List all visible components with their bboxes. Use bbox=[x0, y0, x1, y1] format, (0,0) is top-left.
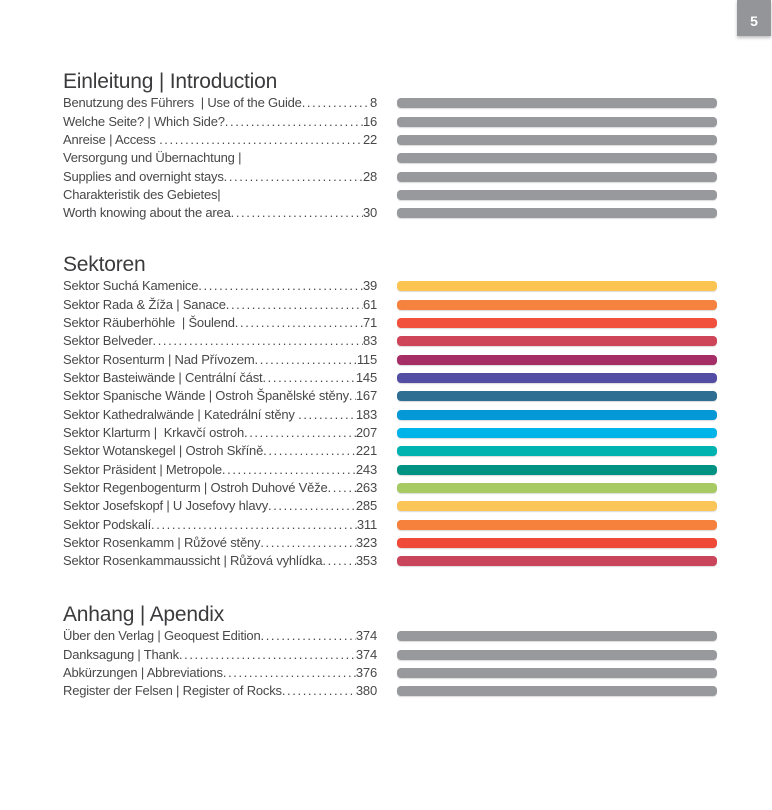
toc-entry bbox=[63, 499, 377, 513]
dot-leader bbox=[225, 115, 363, 129]
entry-label: Benutzung des Führers | Use of the Guide bbox=[63, 95, 302, 111]
entry-page-number: 30 bbox=[362, 205, 377, 221]
dot-leader bbox=[151, 518, 357, 532]
toc-row bbox=[63, 112, 717, 130]
entry-index-bar bbox=[397, 373, 717, 383]
toc-entry bbox=[63, 279, 377, 293]
toc-row bbox=[63, 295, 717, 313]
entry-page-number: 376 bbox=[355, 664, 377, 680]
entry-index-bar bbox=[397, 172, 717, 182]
entry-label: Anreise | Access bbox=[63, 131, 160, 147]
dot-leader bbox=[322, 554, 355, 568]
section-anhang bbox=[63, 603, 717, 700]
entry-label: Sektor Wotanskegel | Ostroh Skříně bbox=[63, 443, 264, 459]
entry-page-number: 374 bbox=[355, 646, 377, 662]
dot-leader bbox=[179, 648, 356, 662]
entry-index-bar bbox=[397, 117, 717, 127]
toc-row bbox=[63, 442, 717, 460]
toc-row bbox=[63, 350, 717, 368]
entry-label: Sektor Klarturm | Krkavčí ostroh bbox=[63, 424, 244, 440]
toc-entry bbox=[63, 206, 377, 220]
toc-entry bbox=[63, 481, 377, 495]
entry-index-bar bbox=[397, 520, 717, 530]
dot-leader bbox=[159, 133, 363, 147]
toc-entry bbox=[63, 463, 377, 477]
toc-row bbox=[63, 479, 717, 497]
dot-leader bbox=[223, 666, 356, 680]
entry-label: Worth knowing about the area bbox=[63, 205, 231, 221]
toc-entry bbox=[63, 518, 377, 532]
entry-index-bar bbox=[397, 410, 717, 420]
entry-label: Sektor Räuberhöhle | Šoulend bbox=[63, 314, 235, 330]
toc-row bbox=[63, 424, 717, 442]
entry-page-number: 167 bbox=[355, 388, 377, 404]
entry-index-bar bbox=[397, 208, 717, 218]
toc-entry bbox=[63, 115, 377, 129]
dot-leader bbox=[262, 371, 355, 385]
section-heading: Sektoren bbox=[63, 253, 146, 276]
entry-label: Sektor Rosenkamm | Růžové stěny bbox=[63, 534, 261, 550]
entry-page-number: 39 bbox=[362, 278, 377, 294]
toc-entry bbox=[63, 408, 377, 422]
entry-page-number: 16 bbox=[362, 113, 377, 129]
entry-page-number: 207 bbox=[355, 424, 377, 440]
toc-row bbox=[63, 314, 717, 332]
dot-leader bbox=[282, 684, 356, 698]
entry-index-bar bbox=[397, 650, 717, 660]
entry-page-number: 380 bbox=[355, 683, 377, 699]
toc-row bbox=[63, 94, 717, 112]
entry-page-number: 115 bbox=[356, 351, 377, 367]
entry-label: Register der Felsen | Register of Rocks bbox=[63, 683, 282, 699]
entry-index-bar bbox=[397, 318, 717, 328]
section-rows bbox=[63, 277, 717, 571]
entry-page-number: 374 bbox=[355, 628, 377, 644]
toc-entry bbox=[63, 389, 377, 403]
entry-index-bar bbox=[397, 336, 717, 346]
toc-entry bbox=[63, 629, 377, 643]
section-einleitung bbox=[63, 70, 717, 222]
entry-index-bar bbox=[397, 465, 717, 475]
toc-row bbox=[63, 497, 717, 515]
dot-leader bbox=[198, 279, 363, 293]
toc-row bbox=[63, 277, 717, 295]
toc-row bbox=[63, 387, 717, 405]
entry-index-bar bbox=[397, 556, 717, 566]
toc-entry bbox=[63, 666, 377, 680]
entry-label: Sektor Präsident | Metropole bbox=[63, 461, 222, 477]
toc-entry bbox=[63, 151, 377, 165]
dot-leader bbox=[153, 334, 363, 348]
toc-entry bbox=[63, 684, 377, 698]
toc-entry bbox=[63, 298, 377, 312]
entry-index-bar bbox=[397, 391, 717, 401]
entry-index-bar bbox=[397, 483, 717, 493]
entry-page-number: 22 bbox=[362, 131, 377, 147]
entry-label: Sektor Regenbogenturm | Ostroh Duhové Věže bbox=[63, 479, 328, 495]
toc-entry bbox=[63, 554, 377, 568]
entry-label: Sektor Kathedralwände | Katedrální stěny bbox=[63, 406, 299, 422]
entry-page-number: 285 bbox=[355, 498, 377, 514]
entry-page-number: 263 bbox=[355, 479, 377, 495]
toc-entry bbox=[63, 648, 377, 662]
entry-label: Supplies and overnight stays bbox=[63, 168, 224, 184]
toc-entry bbox=[63, 170, 377, 184]
toc-entry bbox=[63, 133, 377, 147]
dot-leader bbox=[328, 481, 356, 495]
entry-index-bar bbox=[397, 538, 717, 548]
entry-index-bar bbox=[397, 686, 717, 696]
dot-leader bbox=[222, 463, 356, 477]
toc-entry bbox=[63, 426, 377, 440]
entry-label: Charakteristik des Gebietes| bbox=[63, 186, 221, 202]
entry-label: Sektor Spanische Wände | Ostroh Španělské stěny bbox=[63, 388, 349, 404]
toc-row bbox=[63, 664, 717, 682]
toc-row bbox=[63, 460, 717, 478]
entry-page-number: 83 bbox=[362, 333, 377, 349]
toc-entry bbox=[63, 353, 377, 367]
section-rows bbox=[63, 627, 717, 700]
toc-entry bbox=[63, 371, 377, 385]
entry-index-bar bbox=[397, 98, 717, 108]
entry-index-bar bbox=[397, 135, 717, 145]
entry-page-number: 183 bbox=[355, 406, 377, 422]
dot-leader bbox=[224, 170, 363, 184]
dot-leader bbox=[261, 629, 356, 643]
entry-label: Sektor Rosenturm | Nad Přívozem bbox=[63, 351, 255, 367]
toc-row bbox=[63, 682, 717, 700]
entry-page-number: 311 bbox=[356, 516, 377, 532]
dot-leader bbox=[260, 536, 356, 550]
toc-row bbox=[63, 405, 717, 423]
toc-entry bbox=[63, 316, 377, 330]
entry-index-bar bbox=[397, 428, 717, 438]
entry-label: Abkürzungen | Abbreviations bbox=[63, 664, 223, 680]
entry-label: Sektor Belveder bbox=[63, 333, 153, 349]
entry-index-bar bbox=[397, 631, 717, 641]
entry-label: Sektor Suchá Kamenice bbox=[63, 278, 199, 294]
toc-row bbox=[63, 645, 717, 663]
entry-label: Sektor Rada & Žíža | Sanace bbox=[63, 296, 226, 312]
section-rows bbox=[63, 94, 717, 222]
entry-label: Über den Verlag | Geoquest Edition bbox=[63, 628, 261, 644]
entry-label: Sektor Podskalí bbox=[63, 516, 152, 532]
entry-page-number: 28 bbox=[362, 168, 377, 184]
toc-row bbox=[63, 131, 717, 149]
toc-row bbox=[63, 552, 717, 570]
entry-index-bar bbox=[397, 300, 717, 310]
toc-row bbox=[63, 149, 717, 167]
entry-page-number: 353 bbox=[355, 553, 377, 569]
toc-row bbox=[63, 186, 717, 204]
toc-entry bbox=[63, 96, 377, 110]
dot-leader bbox=[226, 298, 363, 312]
entry-page-number: 221 bbox=[355, 443, 377, 459]
entry-page-number: 243 bbox=[355, 461, 377, 477]
entry-label: Welche Seite? | Which Side? bbox=[63, 113, 225, 129]
section-heading: Anhang | Apendix bbox=[63, 603, 225, 626]
toc-entry bbox=[63, 536, 377, 550]
entry-label: Sektor Rosenkammaussicht | Růžová vyhlídka bbox=[63, 553, 323, 569]
entry-index-bar bbox=[397, 190, 717, 200]
dot-leader bbox=[349, 389, 356, 403]
dot-leader bbox=[244, 426, 356, 440]
section-heading: Einleitung | Introduction bbox=[63, 70, 278, 93]
entry-label: Versorgung und Übernachtung | bbox=[63, 150, 242, 166]
entry-page-number: 145 bbox=[355, 369, 377, 385]
toc-row bbox=[63, 332, 717, 350]
dot-leader bbox=[268, 499, 356, 513]
entry-label: Sektor Basteiwände | Centrální část bbox=[63, 369, 263, 385]
entry-page-number: 323 bbox=[355, 534, 377, 550]
entry-page-number: 61 bbox=[362, 296, 377, 312]
entry-index-bar bbox=[397, 501, 717, 511]
entry-index-bar bbox=[397, 281, 717, 291]
dot-leader bbox=[263, 444, 356, 458]
toc-row bbox=[63, 369, 717, 387]
page-number-tab: 5 bbox=[737, 0, 771, 36]
entry-page-number: 8 bbox=[369, 95, 377, 111]
dot-leader bbox=[231, 206, 363, 220]
entry-index-bar bbox=[397, 153, 717, 163]
dot-leader bbox=[302, 96, 370, 110]
toc-entry bbox=[63, 444, 377, 458]
dot-leader bbox=[235, 316, 363, 330]
toc-row bbox=[63, 167, 717, 185]
toc-entry bbox=[63, 188, 377, 202]
toc-entry bbox=[63, 334, 377, 348]
toc-row bbox=[63, 515, 717, 533]
toc-row bbox=[63, 534, 717, 552]
entry-label: Sektor Josefskopf | U Josefovy hlavy bbox=[63, 498, 268, 514]
dot-leader bbox=[298, 408, 356, 422]
entry-index-bar bbox=[397, 446, 717, 456]
dot-leader bbox=[255, 353, 357, 367]
section-sektoren bbox=[63, 253, 717, 571]
entry-index-bar bbox=[397, 355, 717, 365]
entry-index-bar bbox=[397, 668, 717, 678]
entry-label: Danksagung | Thank bbox=[63, 646, 179, 662]
entry-page-number: 71 bbox=[362, 314, 377, 330]
toc-row bbox=[63, 204, 717, 222]
toc-row bbox=[63, 627, 717, 645]
